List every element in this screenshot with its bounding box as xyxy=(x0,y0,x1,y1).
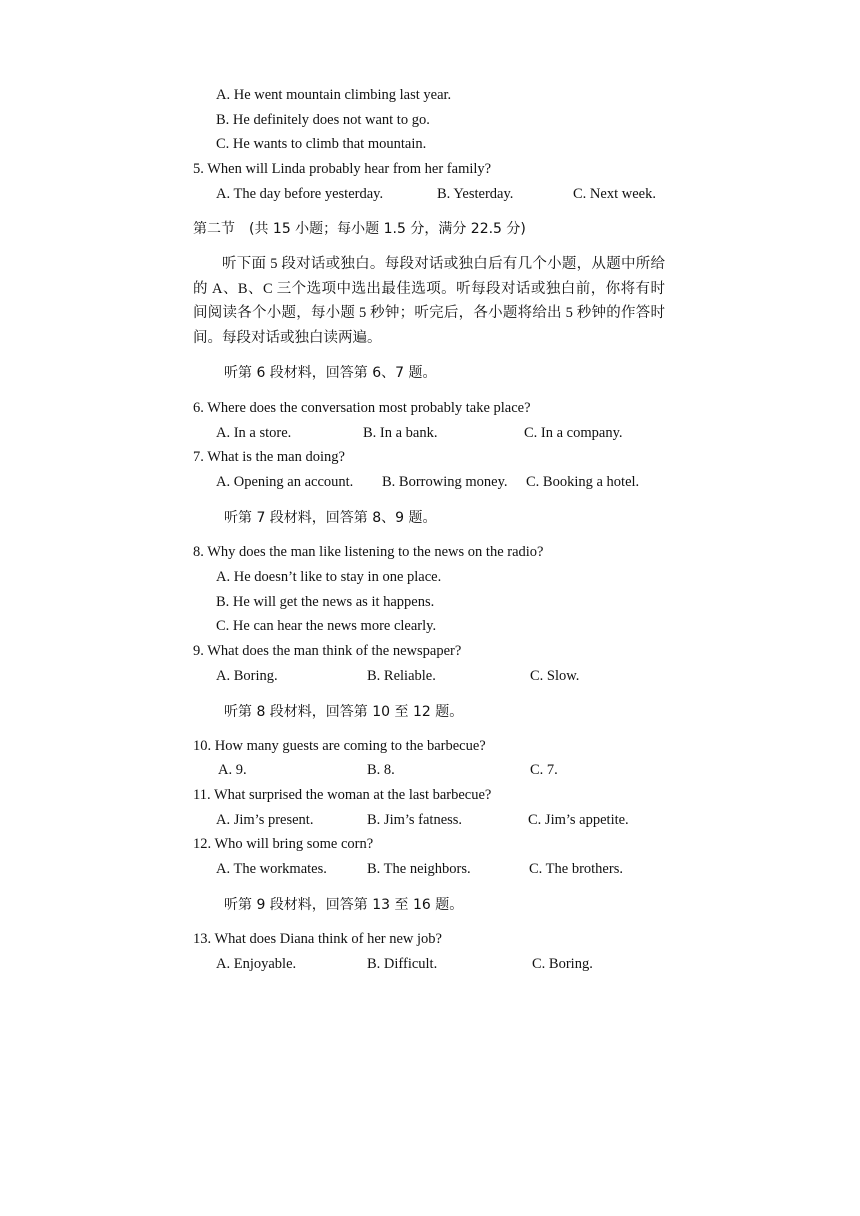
q7-option-b: B. Borrowing money. xyxy=(382,474,508,490)
q8-option-c: C. He can hear the news more clearly. xyxy=(216,618,437,634)
q8-option-b: B. He will get the news as it happens. xyxy=(216,594,435,610)
q5-option-b: B. Yesterday. xyxy=(437,186,514,202)
q5-option-c: C. Next week. xyxy=(573,186,656,202)
q10-option-c: C. 7. xyxy=(530,762,558,778)
q12-option-b: B. The neighbors. xyxy=(367,861,471,877)
section-instructions: 听下面 5 段对话或独白。每段对话或独白后有几个小题，从题中所给的 A、B、C 三个选项中选出最佳选项。听每段对话或独白前，你将有时间阅读各个小题，每小题 5 秒钟；听完后，各小题将给出 5 秒钟的作答时间。每段对话或独白读两遍。 xyxy=(193,256,665,347)
q5-question: 5. When will Linda probably hear from her family? xyxy=(193,161,492,177)
q11-question: 11. What surprised the woman at the last barbecue? xyxy=(193,787,492,803)
q5-option-a: A. The day before yesterday. xyxy=(216,186,384,202)
q8-option-a: A. He doesn’t like to stay in one place. xyxy=(216,569,442,585)
q9-option-b: B. Reliable. xyxy=(367,668,436,684)
q6-option-b: B. In a bank. xyxy=(363,425,438,441)
q10-option-a: A. 9. xyxy=(218,762,247,778)
q9-option-c: C. Slow. xyxy=(530,668,580,684)
q12-option-a: A. The workmates. xyxy=(216,861,327,877)
q4-option-c: C. He wants to climb that mountain. xyxy=(216,136,427,152)
section-title: 第二节 (共 15 小题；每小题 1.5 分，满分 22.5 分) xyxy=(193,221,526,237)
q13-question: 13. What does Diana think of her new job? xyxy=(193,931,442,947)
q6-question: 6. Where does the conversation most probably take place? xyxy=(193,400,531,416)
material-9-heading: 听第 9 段材料，回答第 13 至 16 题。 xyxy=(224,897,464,913)
q6-option-c: C. In a company. xyxy=(524,425,623,441)
q12-question: 12. Who will bring some corn? xyxy=(193,836,374,852)
q4-option-b: B. He definitely does not want to go. xyxy=(216,112,430,128)
q10-question: 10. How many guests are coming to the barbecue? xyxy=(193,738,486,754)
q7-option-a: A. Opening an account. xyxy=(216,474,354,490)
material-8-heading: 听第 8 段材料，回答第 10 至 12 题。 xyxy=(224,704,464,720)
material-6-heading: 听第 6 段材料，回答第 6、7 题。 xyxy=(224,365,437,381)
q11-option-b: B. Jim’s fatness. xyxy=(367,812,463,828)
q6-option-a: A. In a store. xyxy=(216,425,292,441)
q11-option-c: C. Jim’s appetite. xyxy=(528,812,629,828)
q10-option-b: B. 8. xyxy=(367,762,395,778)
q13-option-b: B. Difficult. xyxy=(367,956,438,972)
q9-question: 9. What does the man think of the newspaper? xyxy=(193,643,462,659)
q13-option-c: C. Boring. xyxy=(532,956,593,972)
q11-option-a: A. Jim’s present. xyxy=(216,812,314,828)
q7-question: 7. What is the man doing? xyxy=(193,449,345,465)
q9-option-a: A. Boring. xyxy=(216,668,278,684)
material-7-heading: 听第 7 段材料，回答第 8、9 题。 xyxy=(224,510,437,526)
q12-option-c: C. The brothers. xyxy=(529,861,623,877)
q13-option-a: A. Enjoyable. xyxy=(216,956,297,972)
q7-option-c: C. Booking a hotel. xyxy=(526,474,640,490)
q4-option-a: A. He went mountain climbing last year. xyxy=(216,87,452,103)
q8-question: 8. Why does the man like listening to the news on the radio? xyxy=(193,544,544,560)
